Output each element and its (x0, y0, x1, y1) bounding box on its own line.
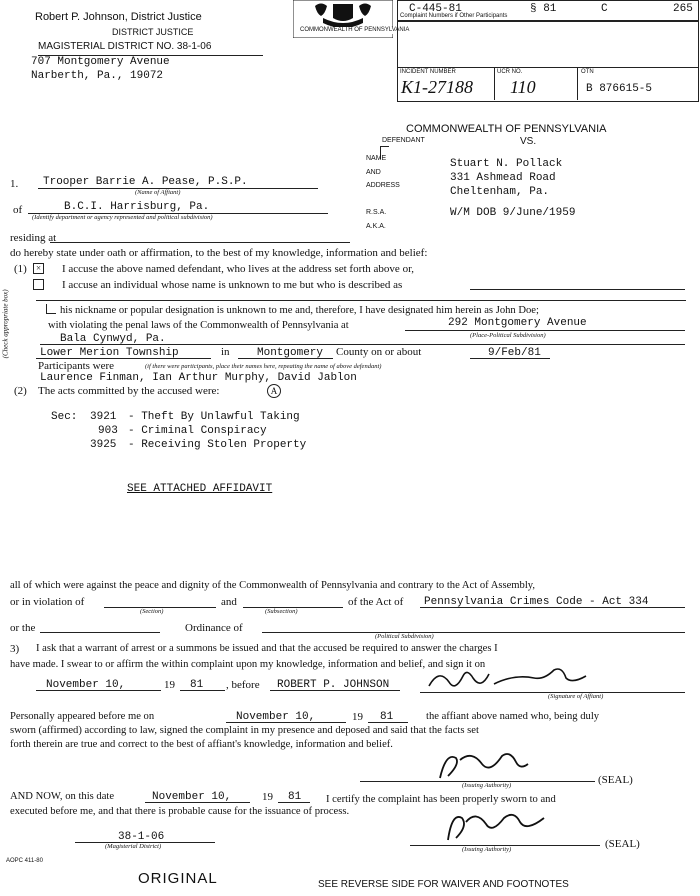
defendant-label: DEFENDANT (382, 137, 425, 144)
in-label: in (221, 346, 230, 358)
violating-text: with violating the penal laws of the Commonwealth of Pennsylvania at (48, 320, 349, 331)
of-the-act-label: of the Act of (348, 596, 404, 608)
accuse-named-text: I accuse the above named defendant, who lives at the address set forth above or, (62, 263, 415, 275)
charge-code-1: 3921 (90, 411, 117, 423)
executed-text: executed before me, and that there is probable cause for the issuance of process. (10, 806, 350, 817)
location-line-2: Bala Cynwyd, Pa. (60, 333, 166, 345)
see-reverse-note: SEE REVERSE SIDE FOR WAIVER AND FOOTNOTES (318, 879, 569, 890)
aka-label: A.K.A. (366, 223, 386, 230)
john-doe-checkbox[interactable] (46, 304, 56, 314)
vs-label: VS. (520, 136, 537, 147)
accuse-named-checkbox[interactable]: × (33, 263, 44, 274)
affiant-signature (424, 666, 604, 694)
docket-year: § 81 (530, 3, 557, 15)
issuing-signature-2 (440, 808, 560, 846)
accuse-unknown-text: I accuse an individual whose name is unknown to me but who is described as (62, 279, 403, 291)
charge-desc-3: - Receiving Stolen Property (128, 439, 307, 451)
defendant-name: Stuart N. Pollack (450, 158, 563, 170)
the-affiant-text: the affiant above named who, being duly (426, 711, 600, 722)
certify-text: I certify the complaint has been properly sworn to and (326, 794, 556, 805)
accuse-unknown-checkbox[interactable] (33, 279, 44, 290)
justice-address-2: Narberth, Pa., 19072 (31, 70, 164, 82)
place-caption: (Place-Political Subdivision) (470, 332, 546, 339)
township: Lower Merion Township (40, 347, 179, 359)
acts-label: The acts committed by the accused were: (38, 385, 220, 397)
other-participants-label: Complaint Numbers if Other Participants (400, 13, 508, 19)
county-label: County on or about (336, 346, 422, 358)
participants-label: Participants were (38, 360, 115, 372)
ucr-label: UCR NO. (497, 69, 523, 75)
original-label: ORIGINAL (138, 870, 218, 887)
participants-box (397, 20, 699, 68)
and-label: AND (366, 169, 381, 176)
and-now-nineteen: 19 (262, 791, 273, 803)
check-box-side-note: (Check appropriate box) (1, 289, 10, 359)
act-name: Pennsylvania Crimes Code - Act 334 (424, 596, 649, 608)
sec-label: Sec: (51, 411, 78, 423)
section-caption: (Section) (140, 608, 164, 615)
personally-date: November 10, (236, 711, 316, 723)
department-caption: (Identify department or agency represented and political subdivision) (32, 214, 213, 221)
residing-at: residing at (10, 232, 57, 244)
incident-label: INCIDENT NUMBER (400, 69, 456, 75)
before-label: , before (226, 679, 260, 691)
docket-no: 265 (673, 3, 693, 15)
before-name: ROBERT P. JOHNSON (277, 679, 390, 691)
docket-letter: C (601, 3, 608, 15)
affiant-department: B.C.I. Harrisburg, Pa. (64, 201, 210, 213)
issuing-caption-1: (Issuing Authority) (462, 782, 512, 789)
participants-note: (if there were participants, place their names here, repeating the name of above defendant) (145, 363, 382, 370)
rsa-label: R.S.A. (366, 209, 387, 216)
and-now-text: AND NOW, on this date (10, 791, 115, 802)
location-line-1: 292 Montgomery Avenue (448, 317, 587, 329)
commonwealth-title: COMMONWEALTH OF PENNSYLVANIA (406, 123, 607, 135)
item-3-num: 3) (10, 643, 20, 655)
justice-name: Robert P. Johnson, District Justice (35, 11, 202, 23)
charge-desc-1: - Theft By Unlawful Taking (128, 411, 300, 423)
participants-names: Laurence Finman, Ian Arthur Murphy, David Jablon (40, 372, 357, 384)
justice-address-1: 707 Montgomery Avenue (31, 56, 170, 68)
sign-date: November 10, (46, 679, 126, 691)
sign-year: 81 (190, 679, 204, 691)
item-1-num: (1) (14, 263, 27, 275)
justice-title: DISTRICT JUSTICE (112, 27, 194, 37)
subsection-caption: (Subsection) (265, 608, 298, 615)
and-now-year: 81 (288, 791, 302, 803)
political-caption: (Political Subdivision) (375, 633, 434, 640)
affiant-number: 1. (10, 178, 19, 190)
oath-statement: do hereby state under oath or affirmation, to the best of my knowledge, information and belief: (10, 247, 428, 259)
ask-warrant-text: I ask that a warrant of arrest or a summons be issued and that the accused be required to answer the charges I (36, 643, 498, 654)
signature-caption: (Signature of Affiant) (548, 693, 604, 700)
charge-desc-2: - Criminal Conspiracy (128, 425, 267, 437)
offense-date: 9/Feb/81 (488, 347, 541, 359)
against-peace-text: all of which were against the peace and dignity of the Commonwealth of Pennsylvania and contrary to the Act of Assembly, (10, 580, 536, 591)
form-number: AOPC 411-80 (6, 858, 43, 864)
and-label: and (221, 596, 237, 608)
defendant-address-2: Cheltenham, Pa. (450, 186, 550, 198)
personally-nineteen: 19 (352, 711, 363, 723)
name-label: NAME (366, 155, 387, 162)
charge-code-2: 903 (98, 425, 118, 437)
docket-number: C-445-81 (409, 3, 462, 15)
of-label: of (13, 204, 23, 216)
ordinance-of-label: Ordinance of (185, 622, 243, 634)
violation-of-label: or in violation of (10, 596, 85, 608)
acts-circle: A (267, 384, 281, 398)
see-attached-affidavit: SEE ATTACHED AFFIDAVIT (127, 483, 273, 495)
personally-year: 81 (380, 711, 394, 723)
otn-number: B 876615-5 (586, 83, 653, 95)
sworn-text: sworn (affirmed) according to law, signed the complaint in my presence and deposed and said that the facts set (10, 725, 479, 736)
county-name: Montgomery (257, 347, 324, 359)
have-made-text: have made. I swear to or affirm the within complaint upon my knowledge, information and belief, and sign it on (10, 659, 486, 670)
incident-number: K1-27188 (401, 77, 473, 97)
charge-code-3: 3925 (90, 439, 117, 451)
otn-label: OTN (581, 69, 594, 75)
seal-label-1: (SEAL) (598, 774, 633, 786)
affiant-name: Trooper Barrie A. Pease, P.S.P. (43, 176, 248, 188)
district-caption: (Magisterial District) (105, 843, 162, 850)
affiant-name-caption: (Name of Affiant) (135, 189, 181, 196)
item-2-num: (2) (14, 385, 27, 397)
district-line: MAGISTERIAL DISTRICT NO. 38-1-06 (38, 41, 212, 52)
forth-text: forth therein are true and correct to the best of affiant's knowledge, information and belief. (10, 739, 393, 750)
ucr-number: 110 (510, 77, 536, 97)
address-label: ADDRESS (366, 182, 400, 189)
john-doe-text: his nickname or popular designation is unknown to me and, therefore, I have designated him herein as John Doe; (60, 305, 539, 316)
issuing-caption-2: (Issuing Authority) (462, 846, 512, 853)
seal-caption: COMMONWEALTH OF PENNSYLVANIA (300, 27, 410, 33)
personally-appeared-text: Personally appeared before me on (10, 711, 155, 722)
issuing-signature-1 (430, 748, 540, 784)
and-now-date: November 10, (152, 791, 232, 803)
or-the-label: or the (10, 622, 36, 634)
defendant-description: W/M DOB 9/June/1959 (450, 207, 576, 219)
sign-nineteen: 19 (164, 679, 175, 691)
defendant-address-1: 331 Ashmead Road (450, 172, 556, 184)
district-number: 38-1-06 (118, 831, 165, 843)
seal-label-2: (SEAL) (605, 838, 640, 850)
